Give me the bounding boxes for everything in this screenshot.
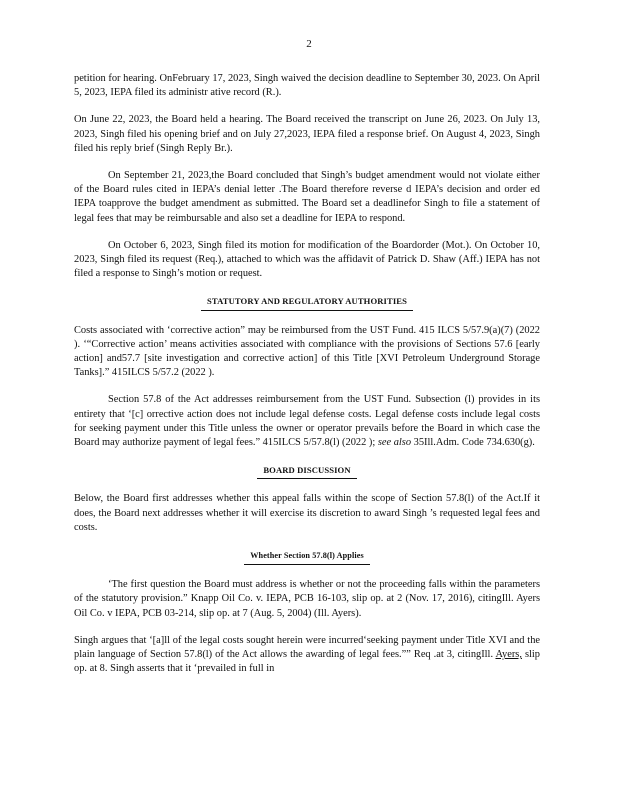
section-57-8-text: Section 57.8 of the Act addresses reimbursement from the UST Fund. Subsection (l) provides in its entirety that ‘[c] orrective action does not include legal defense costs. Legal defense costs include legal costs for seeking payment under this Title unless the owner or operator prevails before the Board in which case the Board may authorize payment of legal fees.” 415ILCS 5/57.8(l) (2022 ); <box>74 394 540 449</box>
heading-board-discussion <box>74 463 540 479</box>
paragraph-procedural-history-1: petition for hearing. OnFebruary 17, 2023, Singh waived the decision deadline to September 30, 2023. On April 5, 2023, IEPA filed its administr ative record (R.). <box>74 73 540 99</box>
document-body <box>74 72 540 690</box>
paragraph-first-question: ‘The first question the Board must address is whether or not the proceeding falls within the parameters of the statutory provision.” Knapp Oil Co. v. IEPA, PCB 16-103, slip op. at 2 (Nov. 17, 2016), citingIll. Ayers Oil Co. v IEPA, PCB 03-214, slip op. at 7 (Aug. 5, 2004) (Ill. Ayers). <box>74 579 540 619</box>
see-also-italic: see also <box>377 437 412 449</box>
page-number: 2 <box>306 38 312 50</box>
paragraph-procedural-history-2: On June 22, 2023, the Board held a hearing. The Board received the transcript on June 26, 2023. On July 13, 2023, Singh filed his opening brief and on July 27,2023, IEPA filed a response brief. On August 4, 2023, Singh filed his reply brief (Singh Reply Br.). <box>74 114 540 154</box>
heading-statutory-authorities-text: STATUTORY AND REGULATORY AUTHORITIES <box>201 294 413 310</box>
paragraph-board-addresses: Below, the Board first addresses whether this appeal falls within the scope of Section 57.8(l) of the Act.If it does, the Board next addresses whether it will exercise its discretion to award Singh ’s requested legal fees and costs. <box>74 493 540 533</box>
singh-argues-end: slip op. at 8. Singh asserts that it ‘prevailed in full in <box>74 649 540 675</box>
paragraph-motion-filing: On October 6, 2023, Singh filed its motion for modification of the Boardorder (Mot.). On October 10, 2023, Singh filed its request (Req.), attached to which was the affidavit of Patrick D. Shaw (Aff.) IEPA has not filed a response to Singh’s motion or request. <box>74 239 540 280</box>
singh-argues-text: Singh argues that ‘[a]ll of the legal costs sought herein were incurred‘seeking payment under Title XVI and the plain language of Section 57.8(l) of the Act allows the awarding of legal fees.”” Req .at 3, citingIll. <box>74 634 540 661</box>
heading-statutory-authorities <box>74 294 540 310</box>
paragraph-singh-argues <box>74 634 540 677</box>
paragraph-section-57-8 <box>74 393 540 450</box>
ayers-underlined: Ayers, <box>495 649 522 661</box>
citation-text: 35Ill.Adm. Code 734.630(g). <box>413 437 535 449</box>
paragraph-board-conclusion: On September 21, 2023,the Board concluded that Singh’s budget amendment would not violate either of the Board rules cited in IEPA’s denial letter .The Board therefore reverse d IEPA’s decision and order ed IEPA toapprove the budget amendment as submitted. The Board set a deadlinefor Singh to file a statement of legal fees that may be reimbursable and also set a deadline for IEPA to respond. <box>74 170 540 224</box>
paragraph-corrective-action-costs: Costs associated with ‘corrective action” may be reimbursed from the UST Fund. 415 ILCS 5/57.9(a)(7) (2022 ). ‘“Corrective action’ means activities associated with compliance with the provisions of Sections 57.6 [early action] and57.7 [site investigation and corrective action] of this Title [XVI Petroleum Underground Storage Tanks].” 415ILCS 5/57.2 (2022 ). <box>74 324 540 379</box>
heading-board-discussion-text: BOARD DISCUSSION <box>257 463 356 479</box>
heading-whether-section-applies <box>74 548 540 565</box>
heading-whether-section-applies-text: Whether Section 57.8(l) Applies <box>244 549 369 565</box>
